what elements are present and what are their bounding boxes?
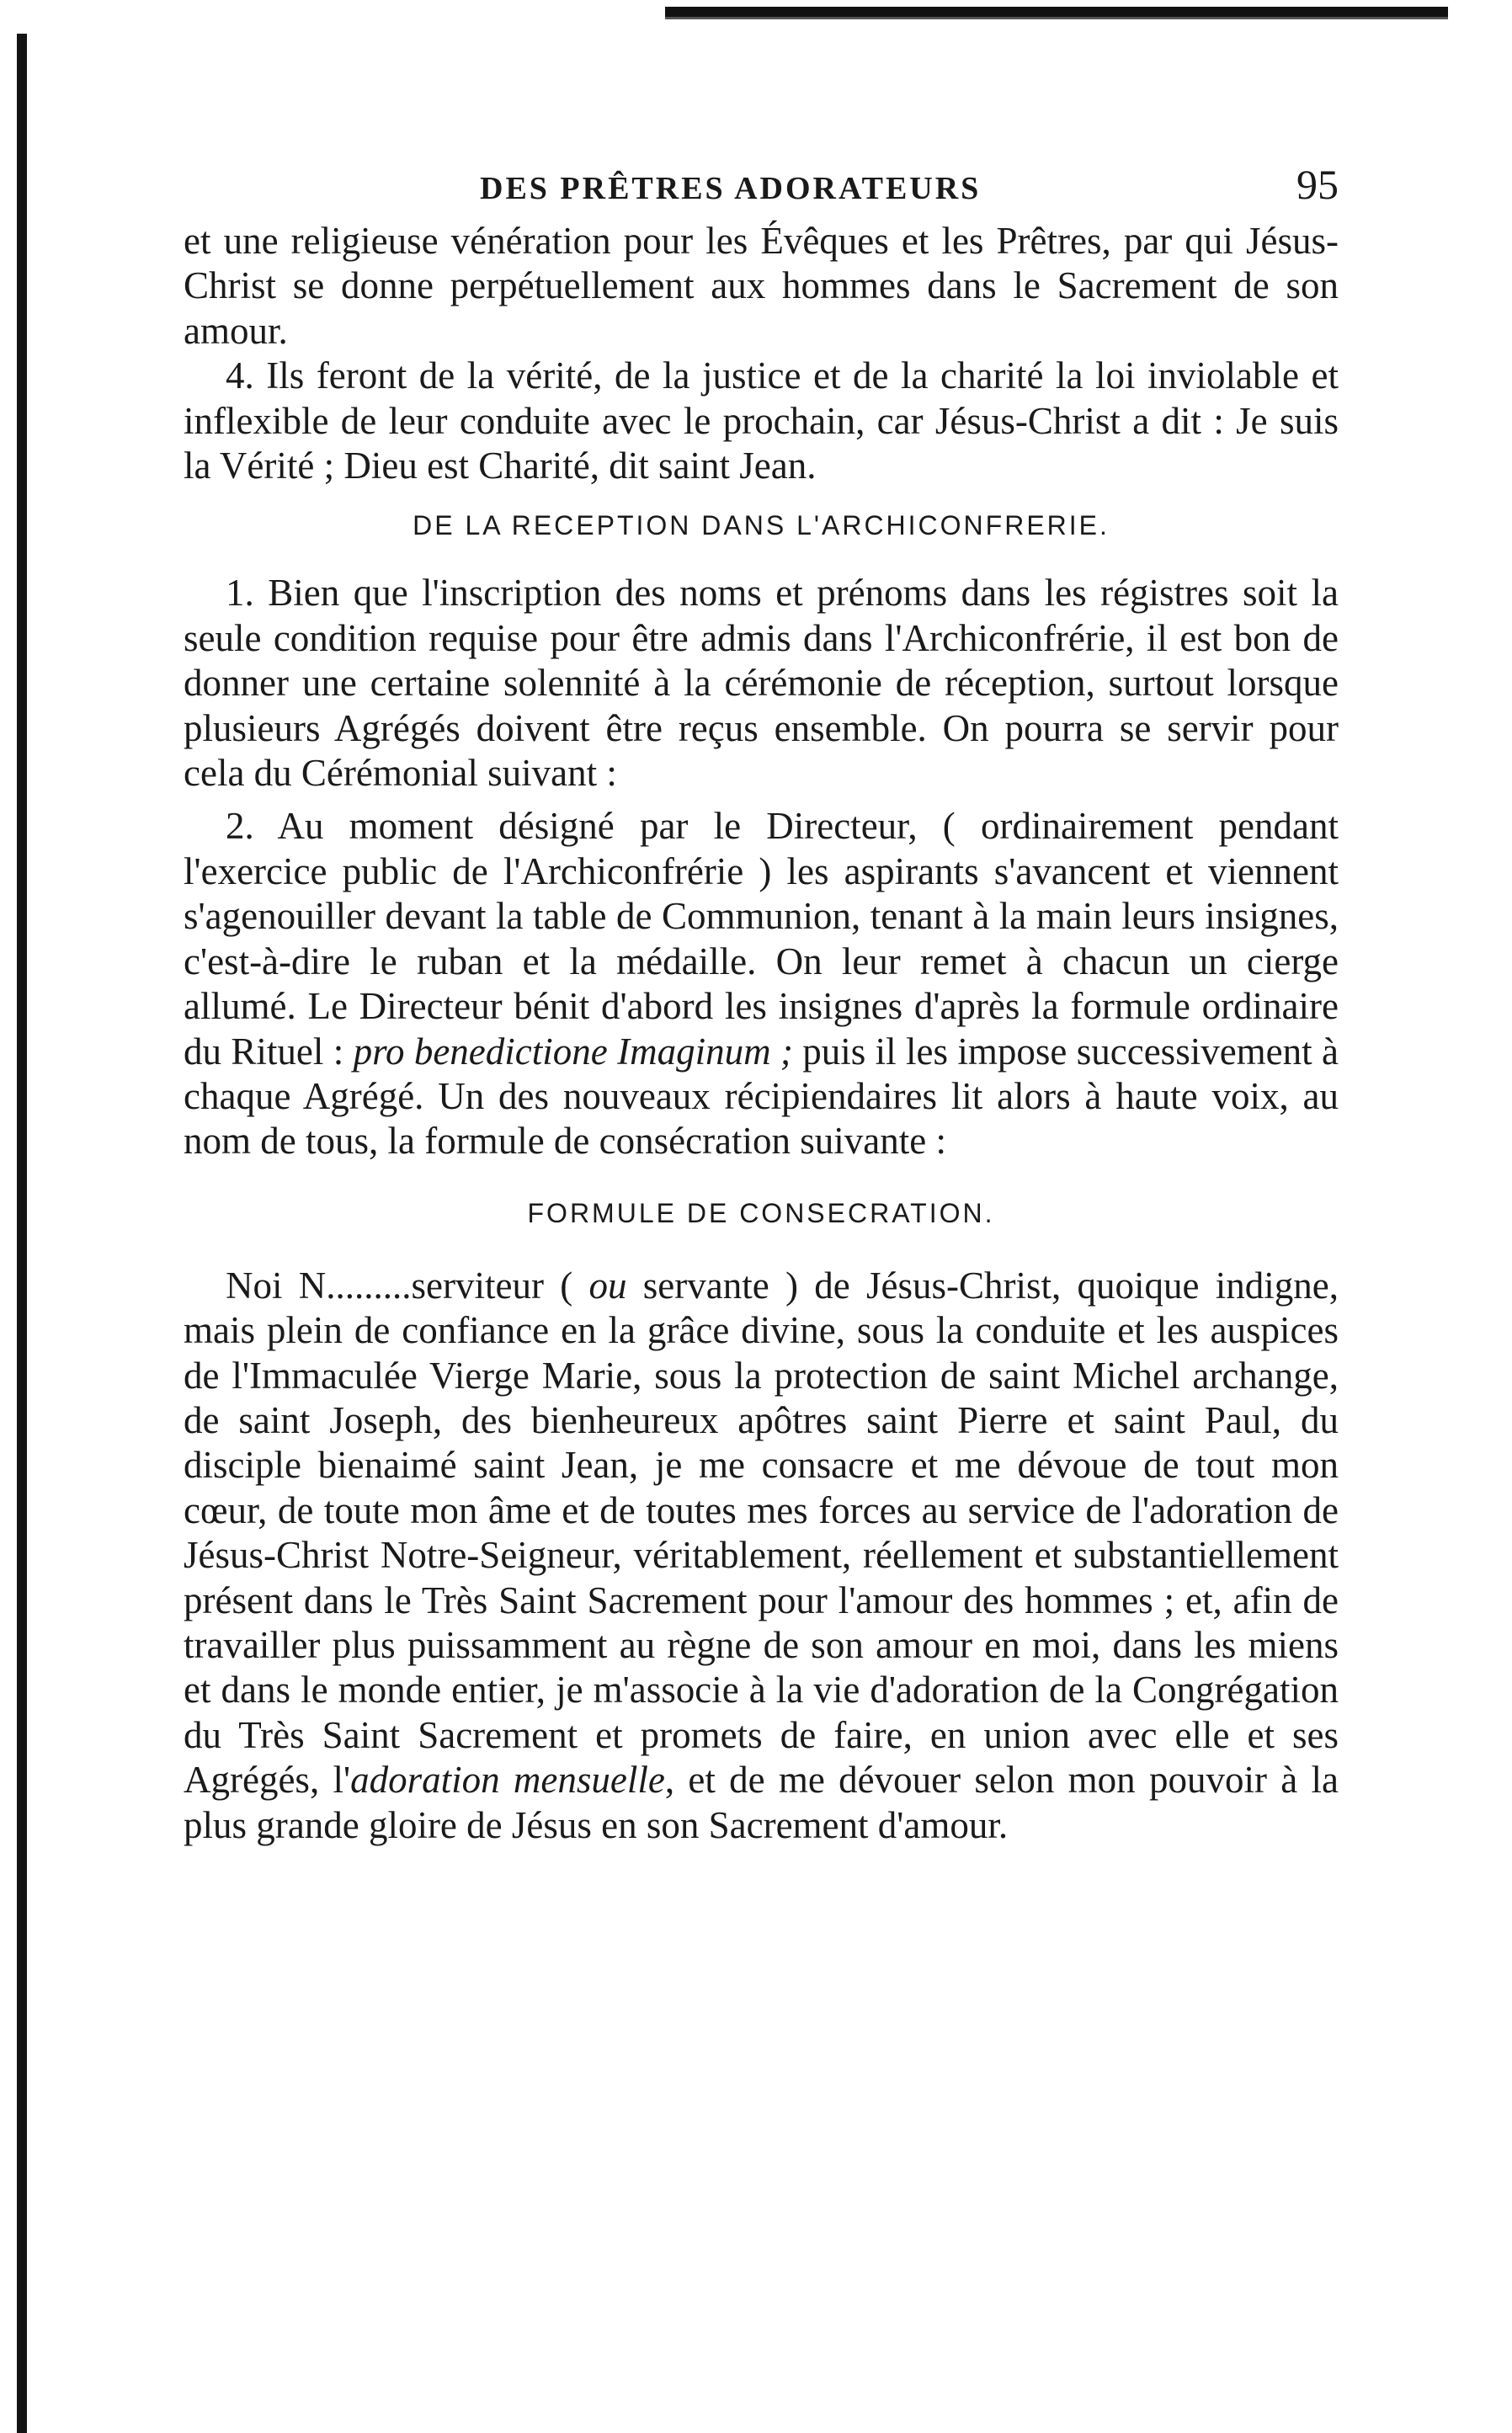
paragraph-item-2-text-b: puis il les impose successivement à chaque Agrégé. Un des nouveaux récipiendaires lit alors à haute voix, au nom de tous, la formule de consécration suivante :: [184, 1030, 1339, 1163]
book-page: [184, 160, 1339, 1848]
paragraph-item-2: [184, 804, 1339, 1163]
page-number: 95: [1296, 161, 1339, 208]
running-title: DES PRÊTRES ADORATEURS: [480, 171, 982, 206]
paragraph-item-2-text-a: 2. Au moment désigné par le Directeur, ( ordinairement pendant l'exercice public de l'Archiconfrérie ) les aspirants s'avancent et viennent s'agenouiller devant la table de Communion, tenant à la main leurs insignes, c'est-à-dire le ruban et la médaille. On leur remet à chacun un cierge allumé. Le Directeur bénit d'abord les insignes d'après la formule ordinaire du Rituel :: [184, 805, 1339, 1073]
formula-italic-adoration: adoration mensuelle: [350, 1759, 665, 1802]
formula-text-a: Noi N.........serviteur (: [226, 1264, 589, 1307]
paragraph-continuation: et une religieuse vénération pour les Évêques et les Prêtres, par qui Jésus-Christ se donne perpétuellement aux hommes dans le Sacrement de son amour.: [184, 220, 1339, 352]
section-heading-formula: FORMULE DE CONSECRATION.: [527, 1197, 995, 1228]
paragraph-item-1: 1. Bien que l'inscription des noms et prénoms dans les régistres soit la seule condition requise pour être admis dans l'Archiconfrérie, il est bon de donner une certaine solennité à la cérémonie de réception, surtout lorsque plusieurs Agrégés doivent être reçus ensemble. On pourra se servir pour cela du Cérémonial suivant :: [184, 572, 1339, 795]
paragraph-item-4: 4. Ils feront de la vérité, de la justice et de la charité la loi inviolable et inflexible de leur conduite avec le prochain, car Jésus-Christ a dit : Je suis la Vérité ; Dieu est Charité, dit saint Jean.: [184, 354, 1339, 487]
section-heading-reception: DE LA RECEPTION DANS L'ARCHICONFRERIE.: [413, 510, 1110, 541]
formula-text-b: servante ) de Jésus-Christ, quoique indigne, mais plein de confiance en la grâce divine, sous la conduite et les auspices de l'Immaculée Vierge Marie, sous la protection de saint Michel archange, de saint Joseph, des bienheureux apôtres saint Pierre et saint Paul, du disciple bienaimé saint Jean, je me consacre et me dévoue de tout mon cœur, de toute mon âme et de toutes mes forces au service de l'adoration de Jésus-Christ Notre-Seigneur, véritablement, réellement et substantiellement présent dans le Très Saint Sacrement pour l'amour des hommes ; et, afin de travailler plus puissamment au règne de son amour en moi, dans les miens et dans le monde entier, je m'associe à la vie d'adoration de la Congrégation du Très Saint Sacrement et promets de faire, en union avec elle et ses Agrégés, l': [184, 1264, 1339, 1802]
formula-italic-ou: ou: [588, 1264, 627, 1307]
paragraph-item-2-italic: pro benedictione Imaginum ;: [353, 1030, 793, 1073]
paragraph-consecration-formula: [184, 1264, 1339, 1848]
top-border-rule: [665, 7, 1448, 17]
left-border-rule: [17, 34, 27, 2433]
top-border-rule-thin: [665, 17, 1448, 19]
running-header: [184, 160, 1339, 219]
formula-text-c: , et de me dévouer selon mon pouvoir à la plus grande gloire de Jésus en son Sacrement d'amour.: [184, 1759, 1339, 1846]
